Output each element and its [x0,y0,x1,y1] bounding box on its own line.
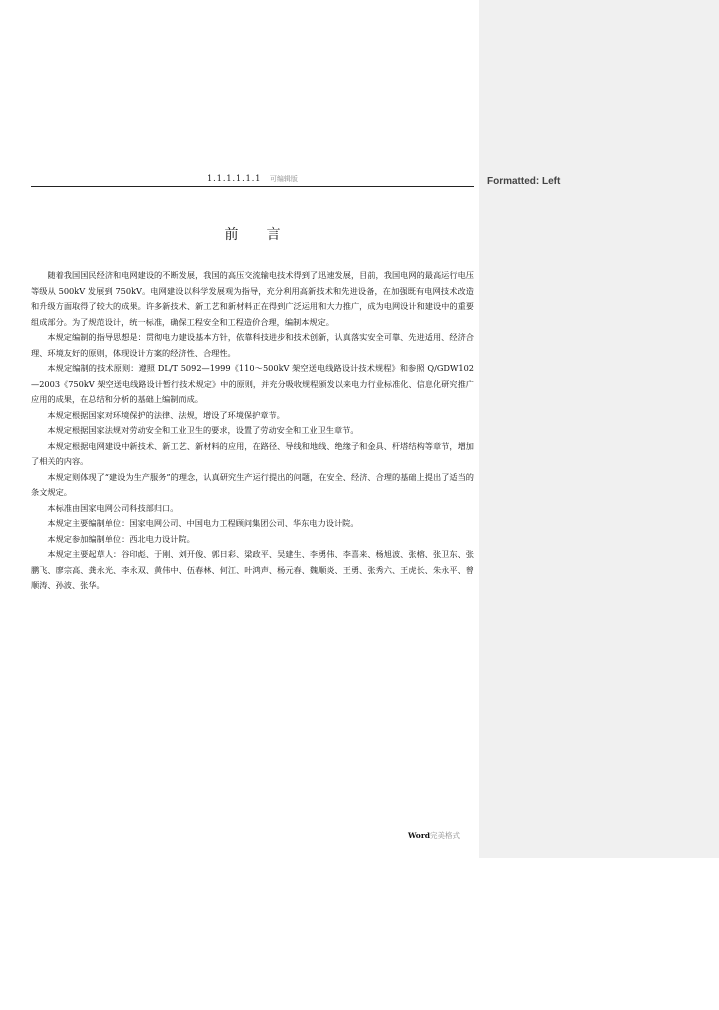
comment-balloon-label[interactable]: Formatted: Left [487,176,561,187]
page-title: 前言 [224,227,309,243]
paragraph: 本规定编制的指导思想是：贯彻电力建设基本方针，依靠科技进步和技术创新，认真落实安全可靠、先进适用、经济合理、环境友好的原则，体现设计方案的经济性、合理性。 [31,332,474,358]
paragraph: 本规定则体现了“建设为生产服务”的理念，认真研究生产运行提出的问题，在安全、经济、合理的基础上提出了适当的条文规定。 [31,471,474,497]
page-footer [408,830,460,841]
header-editable-note: 可编辑版 [269,175,298,183]
paragraph: 本规定参加编制单位：西北电力设计院。 [47,533,195,544]
paragraph: 本规定编制的技术原则：遵照 DL/T 5092—1999《110～500kV 架空送电线路设计技术规程》和参照 Q/GDW102—2003《750kV 架空送电线路设计暂行技术规定》中的原则，并充分吸收规程颁发以来电力行业标准化、信息化研究推广应用的成果，在总结和分析的基础上编制而成。 [31,363,474,404]
paragraph: 本规定主要起草人：谷印彪、于刚、刘开俊、郭日彩、梁政平、吴建生、李勇伟、李喜来、杨旭波、张榕、张卫东、张鹏飞、廖宗高、龚永光、李永双、黄伟中、伍春林、何江、叶鸿声、杨元春、魏顺炎、王勇、张秀六、王虎长、朱永平、曾顺涛、孙波、张华。 [31,549,474,590]
paragraph: 本规定根据国家对环境保护的法律、法规，增设了环境保护章节。 [47,409,285,420]
footer-rest: 完美格式 [430,831,461,840]
paragraph: 本标准由国家电网公司科技部归口。 [47,502,179,513]
page-header [31,174,474,187]
paragraph: 本规定根据电网建设中新技术、新工艺、新材料的应用，在路径、导线和地线、绝缘子和金具、杆塔结构等章节，增加了相关的内容。 [31,440,474,466]
paragraph: 本规定根据国家法规对劳动安全和工业卫生的要求，设置了劳动安全和工业卫生章节。 [47,425,359,435]
footer-word: Word [408,831,431,840]
comment-markup-pane[interactable] [479,0,719,858]
foreword-body [31,268,474,594]
header-number: 1.1.1.1.1.1 [207,174,262,183]
paragraph: 本规定主要编制单位：国家电网公司、中国电力工程顾问集团公司、华东电力设计院。 [47,518,359,528]
paragraph: 随着我国国民经济和电网建设的不断发展，我国的高压交流输电技术得到了迅速发展，目前，我国电网的最高运行电压等级从 500kV 发展到 750kV。电网建设以科学发展观为指导，充分利用高新技术和先进设备，在加强既有电网技术改造和升级方面取得了较大的成果。许多新技术、新工艺和新材料正在得到广泛运用和大力推广，成为电网设计和建设中的重要组成部分。为了规范设计，统一标准，确保工程安全和工程造价合理，编制本规定。 [31,270,474,327]
